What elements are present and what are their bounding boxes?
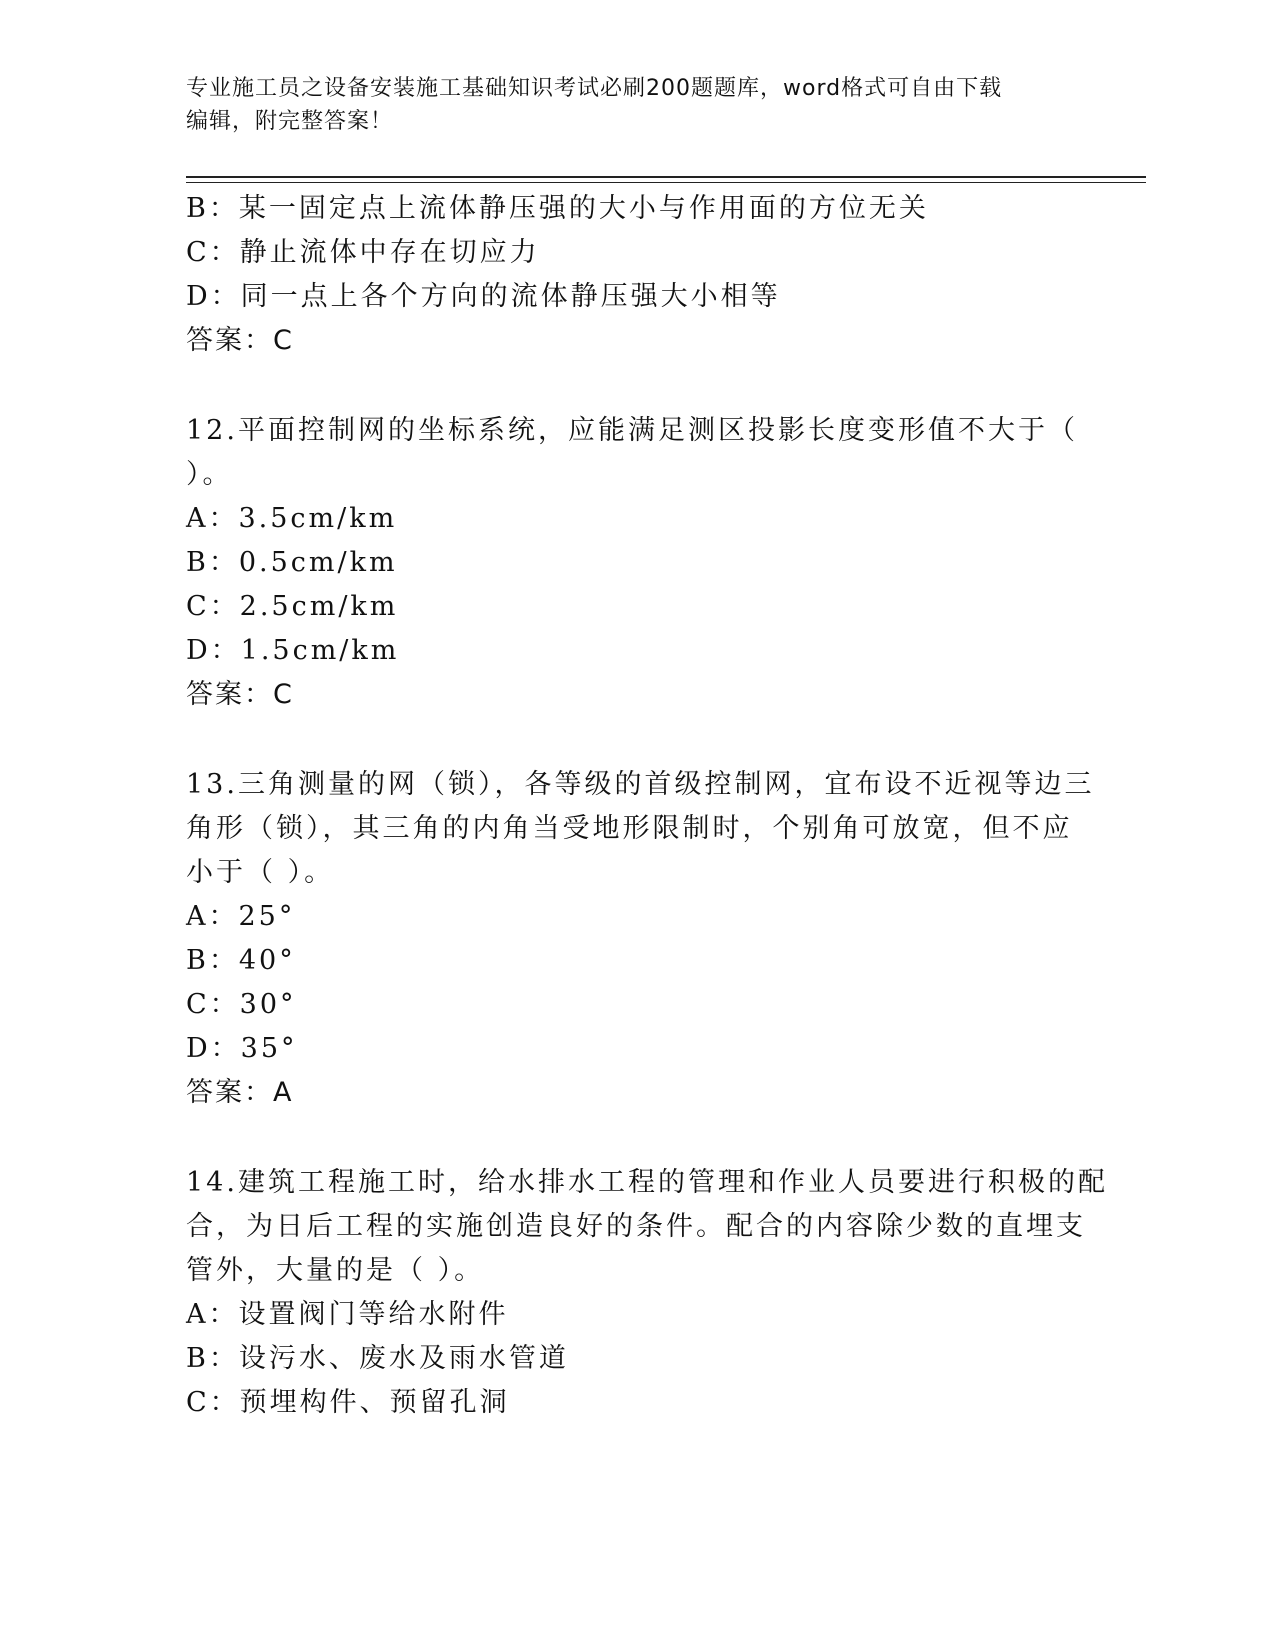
q13-option-c: C：30°: [186, 989, 297, 1020]
q14-option-b: B：设污水、废水及雨水管道: [186, 1343, 569, 1374]
header-divider-thin: [186, 182, 1146, 183]
q12-stem-line-1: 12.平面控制网的坐标系统，应能满足测区投影长度变形值不大于（: [186, 415, 1078, 446]
q12-option-b: B：0.5cm/km: [186, 547, 398, 578]
document-header: [186, 72, 1066, 138]
header-line-2: 编辑，附完整答案！: [186, 109, 394, 134]
q12-answer: 答案：C: [186, 679, 294, 710]
q12-option-c: C：2.5cm/km: [186, 591, 399, 622]
q12-option-d: D：1.5cm/km: [186, 635, 400, 666]
q14-stem-line-2: 合，为日后工程的实施创造良好的条件。配合的内容除少数的直埋支: [186, 1211, 1086, 1242]
q12-option-a: A：3.5cm/km: [186, 503, 398, 534]
q13-stem-line-3: 小于（ ）。: [186, 857, 335, 888]
q13-stem-line-1: 13.三角测量的网（锁），各等级的首级控制网，宜布设不近视等边三: [186, 769, 1095, 800]
q14-option-a: A：设置阀门等给水附件: [186, 1299, 509, 1330]
q11-answer: 答案：C: [186, 325, 294, 356]
q13-stem-line-2: 角形（锁），其三角的内角当受地形限制时，个别角可放宽，但不应: [186, 813, 1073, 844]
q11-option-c: C：静止流体中存在切应力: [186, 237, 540, 268]
q13-option-b: B：40°: [186, 945, 296, 976]
header-divider-thick: [186, 176, 1146, 178]
q14-stem-line-1: 14.建筑工程施工时，给水排水工程的管理和作业人员要进行积极的配: [186, 1167, 1108, 1198]
q14-stem-line-3: 管外，大量的是（ ）。: [186, 1255, 485, 1286]
q12-stem-line-2: ）。: [186, 459, 233, 490]
q13-answer: 答案：A: [186, 1077, 294, 1108]
q11-option-b: B：某一固定点上流体静压强的大小与作用面的方位无关: [186, 193, 929, 224]
q13-option-a: A：25°: [186, 901, 296, 932]
q14-option-c: C：预埋构件、预留孔洞: [186, 1387, 510, 1418]
q13-option-d: D：35°: [186, 1033, 298, 1064]
header-line-1: 专业施工员之设备安装施工基础知识考试必刷200题题库，word格式可自由下载: [186, 76, 1003, 101]
q11-option-d: D：同一点上各个方向的流体静压强大小相等: [186, 281, 781, 312]
